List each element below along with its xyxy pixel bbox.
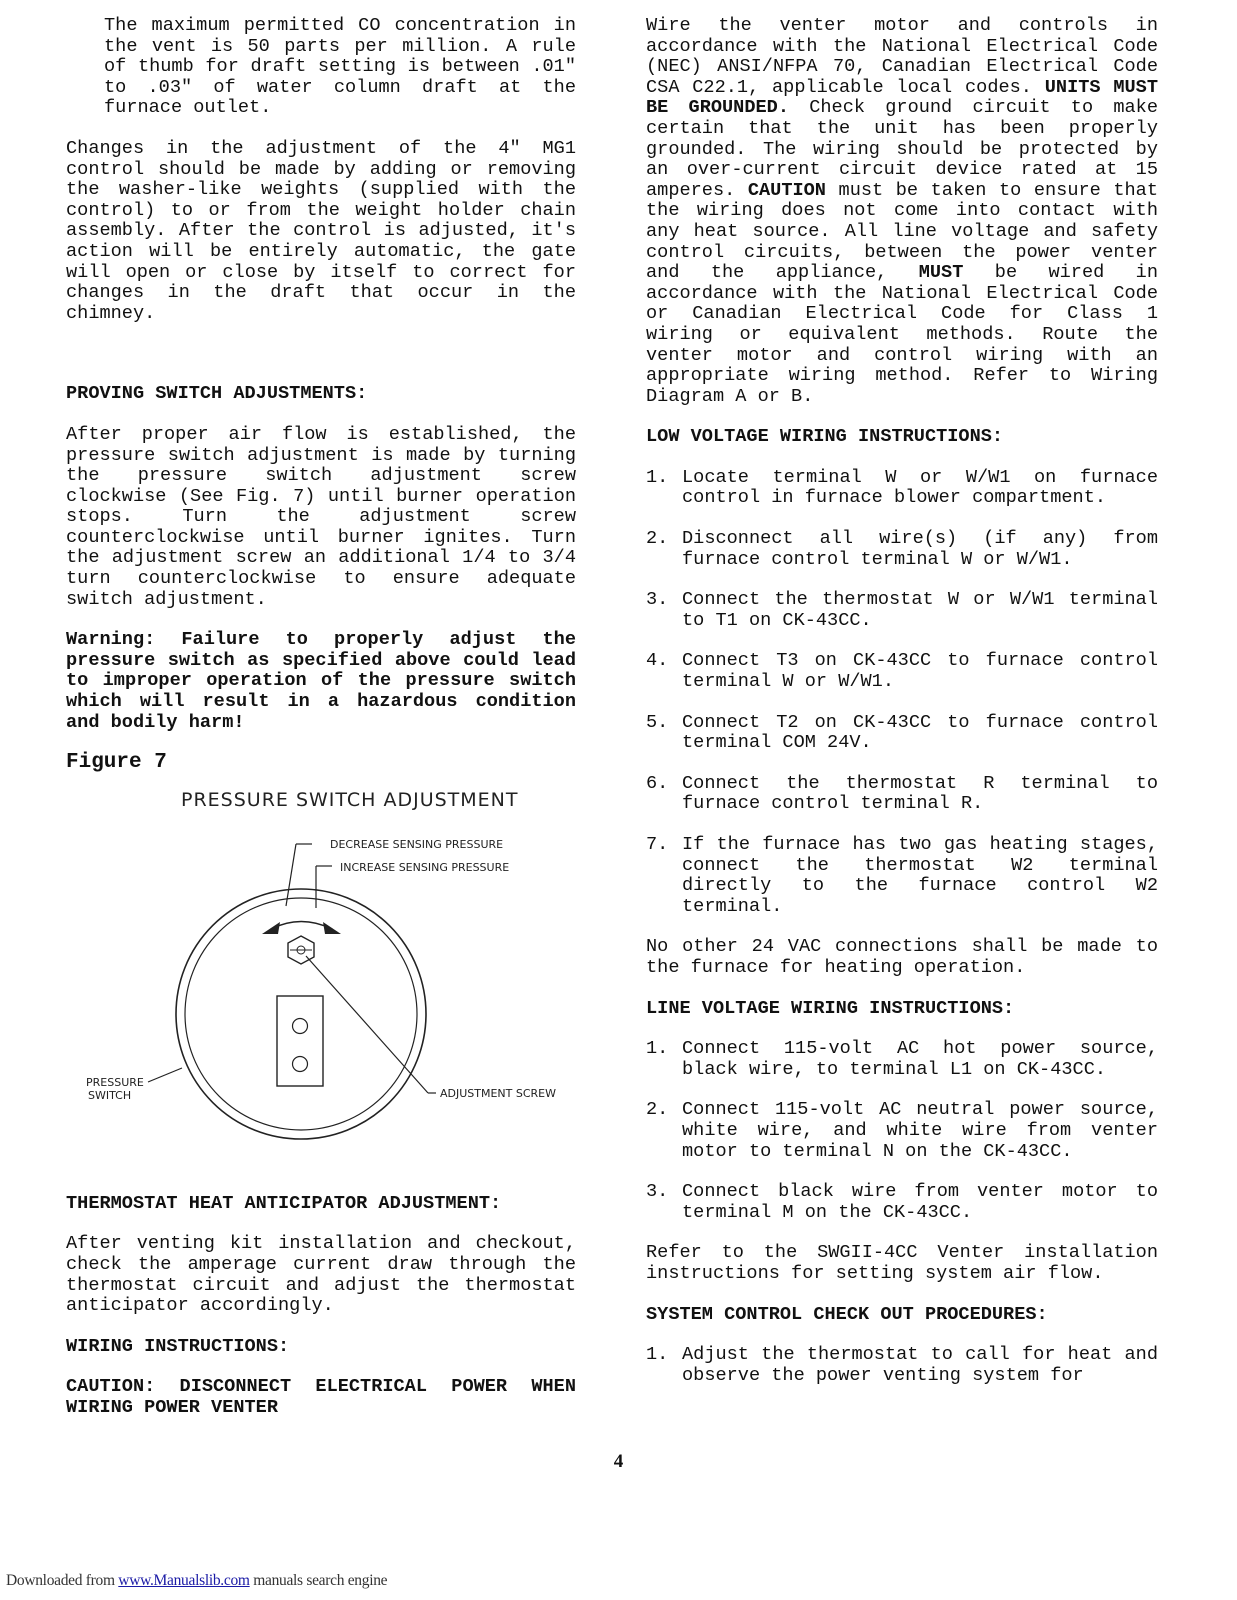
caution-emphasis: CAUTION: [747, 179, 826, 201]
list-item-number: 3.: [646, 1181, 669, 1203]
list-item-number: 5.: [646, 711, 669, 733]
list-item: [646, 529, 1158, 570]
figure-title: PRESSURE SWITCH ADJUSTMENT: [181, 788, 519, 811]
list-item-number: 6.: [646, 772, 669, 794]
list-item-number: 2.: [646, 528, 669, 550]
thermostat-paragraph: After venting kit installation and checkout, check the amperage current draw through the thermostat circuit and adjust the thermostat anticipator accordingly.: [66, 1233, 576, 1317]
list-item-text: Connect T2 on CK-43CC to furnace control terminal COM 24V.: [682, 711, 1158, 754]
thermostat-heading: THERMOSTAT HEAT ANTICIPATOR ADJUSTMENT:: [66, 1192, 502, 1214]
list-item-text: Connect 115-volt AC hot power source, black wire, to terminal L1 on CK-43CC.: [682, 1038, 1158, 1080]
arrow-left-icon: [262, 922, 280, 934]
co-concentration-paragraph: The maximum permitted CO concentration in the vent is 50 parts per million. A rule of thumb for draft setting is between .01" to .03" of water column draft at the furnace outlet.: [104, 15, 576, 119]
terminal-hole-lower: [293, 1056, 308, 1071]
list-item-number: 7.: [646, 834, 669, 855]
rotation-arc: [271, 921, 332, 929]
list-item: [646, 1182, 1158, 1223]
list-item-text: Connect the thermostat W or W/W1 terminal to T1 on CK-43CC.: [682, 589, 1158, 631]
list-item-number: 3.: [646, 589, 669, 611]
left-column: [66, 16, 576, 1439]
proving-switch-heading: PROVING SWITCH ADJUSTMENTS:: [66, 383, 368, 405]
list-item: [646, 774, 1158, 815]
list-item-text: Connect the thermostat R terminal to furnace control terminal R.: [682, 772, 1158, 815]
pressure-switch-diagram: [66, 786, 576, 1178]
pressure-switch-outer-ring: [176, 889, 426, 1139]
line-voltage-heading: LINE VOLTAGE WIRING INSTRUCTIONS:: [646, 997, 1015, 1019]
list-item-number: 1.: [646, 466, 669, 488]
system-check-list: [646, 1345, 1158, 1386]
list-item-number: 1.: [646, 1344, 669, 1366]
low-voltage-list: [646, 468, 1158, 918]
pressure-switch-leader: [148, 1068, 182, 1082]
list-item-text: Connect black wire from venter motor to terminal M on the CK-43CC.: [682, 1181, 1158, 1223]
list-item: [646, 1039, 1158, 1080]
wiring-heading: WIRING INSTRUCTIONS:: [66, 1335, 290, 1357]
wiring-paragraph: [646, 16, 1158, 407]
system-check-heading: SYSTEM CONTROL CHECK OUT PROCEDURES:: [646, 1303, 1048, 1325]
arrow-right-icon: [323, 922, 341, 934]
decrease-leader: [286, 844, 296, 906]
adjustment-screw-label: ADJUSTMENT SCREW: [440, 1086, 557, 1100]
list-item-text: Connect 115-volt AC neutral power source, white wire, and white wire from venter motor to terminal N on the CK-43CC.: [682, 1099, 1158, 1162]
right-column: [646, 16, 1158, 1406]
pressure-switch-figure: [66, 786, 576, 1178]
list-item-text: Adjust the thermostat to call for heat and observe the power venting system for: [682, 1344, 1158, 1386]
adjustment-screw-leader: [306, 956, 428, 1093]
list-item: [646, 1100, 1158, 1162]
footer-suffix: manuals search engine: [249, 1572, 388, 1589]
list-item: [646, 590, 1158, 631]
list-item: [646, 713, 1158, 754]
line-voltage-list: [646, 1039, 1158, 1223]
page-number: 4: [613, 1451, 624, 1472]
wiring-text-2: Check ground circuit to make certain that the unit has been properly grounded. The wiring should be protected by an over-current circuit device rated at 15 amperes.: [646, 97, 1158, 201]
pressure-switch-label-line2: SWITCH: [88, 1088, 132, 1102]
wiring-text-4: be wired in accordance with the National Electrical Code or Canadian Electrical Code for Class 1 wiring or equivalent methods. Route the venter motor and control wiring with an appropriate wiring method. Refer to Wiring Diagram A or B.: [646, 262, 1158, 407]
list-item: [646, 468, 1158, 509]
units-grounded-emphasis: UNITS MUST BE GROUNDED.: [646, 76, 1158, 119]
manualslib-link[interactable]: www.Manualslib.com: [118, 1572, 250, 1589]
list-item-text: If the furnace has two gas heating stages, connect the thermostat W2 terminal directly to the furnace control W2 terminal.: [682, 834, 1158, 917]
increase-sensing-label: INCREASE SENSING PRESSURE: [340, 860, 510, 874]
wiring-text-3: must be taken to ensure that the wiring does not come into contact with any heat source. All line voltage and safety control circuits, between the power venter and the appliance,: [646, 179, 1158, 284]
warning-paragraph: Warning: Failure to properly adjust the pressure switch as specified above could lead to improper operation of the pressure switch which will result in a hazardous condition and bodily harm!: [66, 629, 576, 733]
footer: [6, 1572, 387, 1590]
wiring-caution: CAUTION: DISCONNECT ELECTRICAL POWER WHEN WIRING POWER VENTER: [66, 1376, 576, 1418]
mg1-adjustment-paragraph: Changes in the adjustment of the 4" MG1 control should be made by adding or removing the washer-like weights (supplied with the control) to or from the weight holder chain assembly. After the control is adjusted, it's action will be entirely automatic, the gate will open or close by itself to correct for changes in the draft that occur in the chimney.: [66, 137, 576, 324]
list-item-number: 4.: [646, 650, 669, 672]
terminal-block: [277, 996, 323, 1086]
refer-paragraph: Refer to the SWGII-4CC Venter installation instructions for setting system air flow.: [646, 1242, 1158, 1284]
list-item-number: 1.: [646, 1038, 669, 1060]
list-item: [646, 1345, 1158, 1386]
must-emphasis: MUST: [918, 262, 964, 284]
no-other-connections-paragraph: No other 24 VAC connections shall be made to the furnace for heating operation.: [646, 936, 1158, 978]
footer-prefix: Downloaded from: [6, 1572, 119, 1589]
pressure-switch-inner-ring: [185, 898, 417, 1130]
figure-label: Figure 7: [66, 751, 167, 775]
terminal-hole-upper: [293, 1018, 308, 1033]
pressure-switch-label-line1: PRESSURE: [86, 1075, 144, 1089]
low-voltage-heading: LOW VOLTAGE WIRING INSTRUCTIONS:: [646, 426, 1004, 448]
list-item: [646, 651, 1158, 692]
list-item-number: 2.: [646, 1099, 669, 1121]
list-item-text: Connect T3 on CK-43CC to furnace control terminal W or W/W1.: [682, 650, 1158, 693]
decrease-sensing-label: DECREASE SENSING PRESSURE: [330, 837, 504, 851]
wiring-text-1: Wire the venter motor and controls in accordance with the National Electrical Code (NEC) ANSI/NFPA 70, Canadian Electrical Code CSA C22.1, applicable local codes.: [646, 15, 1158, 98]
proving-switch-paragraph: After proper air flow is established, the pressure switch adjustment is made by turning the pressure switch adjustment screw clockwise (See Fig. 7) until burner operation stops. Turn the adjustment screw counterclockwise until burner ignites. Turn the adjustment screw an additional 1/4 to 3/4 turn counterclockwise to ensure adequate switch adjustment.: [66, 423, 576, 610]
list-item-text: Locate terminal W or W/W1 on furnace control in furnace blower compartment.: [682, 466, 1158, 509]
list-item: [646, 835, 1158, 917]
list-item-text: Disconnect all wire(s) (if any) from furnace control terminal W or W/W1.: [682, 528, 1158, 570]
